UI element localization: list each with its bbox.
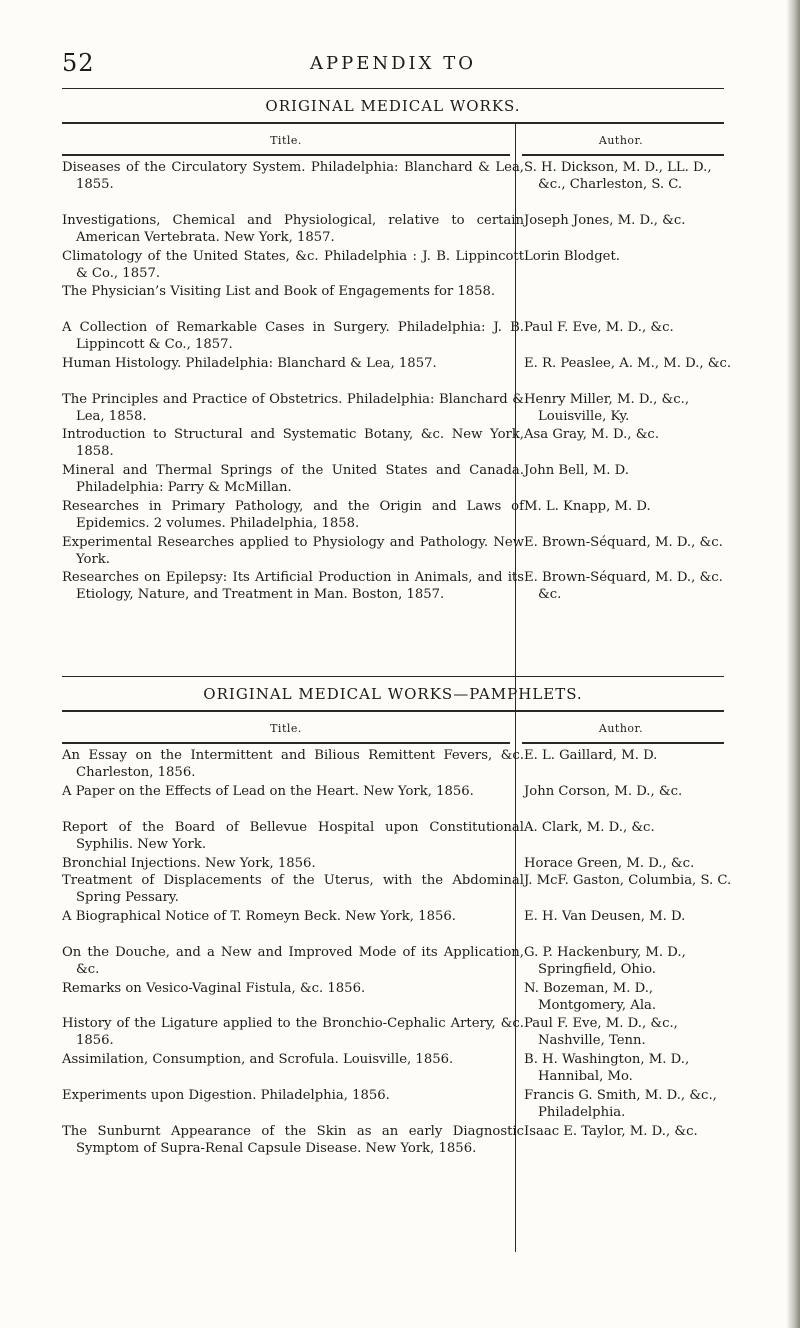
entry-author: Paul F. Eve, M. D., &c., Nashville, Tenn. (524, 1016, 678, 1048)
entries-table (62, 748, 732, 1308)
section-heading: ORIGINAL MEDICAL WORKS. (265, 97, 521, 115)
page-edge-shadow (786, 0, 800, 1328)
entry-author: John Corson, M. D., &c. (524, 784, 683, 799)
entry-title: Experimental Researches applied to Physiology and Pathology. New York. (62, 535, 524, 567)
entry-author: Joseph Jones, M. D., &c. (524, 213, 686, 228)
entry-author: A. Clark, M. D., &c. (524, 820, 655, 835)
entry-author: Paul F. Eve, M. D., &c. (524, 320, 674, 335)
entry-title: The Physician’s Visiting List and Book of Engagements for 1858. (62, 284, 496, 299)
entry-title: The Principles and Practice of Obstetrics. Philadelphia: Blanchard & Lea, 1858. (62, 392, 524, 424)
entry-author: Isaac E. Taylor, M. D., &c. (524, 1124, 698, 1139)
entry-title: Investigations, Chemical and Physiological, relative to certain American Vertebrata. New York, 1857. (62, 213, 524, 245)
entry-title: The Sunburnt Appearance of the Skin as an early Diagnostic Symptom of Supra-Renal Capsule Disease. New York, 1856. (62, 1124, 524, 1156)
entry-author: E. R. Peaslee, A. M., M. D., &c. (524, 356, 732, 371)
column-headings (62, 124, 724, 154)
entry-title: Bronchial Injections. New York, 1856. (62, 856, 316, 871)
entry-author: N. Bozeman, M. D., Montgomery, Ala. (524, 981, 657, 1013)
entry-author: Horace Green, M. D., &c. (524, 856, 695, 871)
entry-title: Climatology of the United States, &c. Philadelphia : J. B. Lippincott & Co., 1857. (62, 249, 524, 281)
running-head: APPENDIX TO (310, 53, 476, 74)
entry-title: A Collection of Remarkable Cases in Surgery. Philadelphia: J. B. Lippincott & Co., 1857. (62, 320, 524, 352)
entry-author: S. H. Dickson, M. D., LL. D., &c., Charleston, S. C. (524, 160, 712, 192)
entries-table (62, 160, 732, 720)
entry-title: Human Histology. Philadelphia: Blanchard & Lea, 1857. (62, 356, 437, 371)
page-header (62, 45, 724, 81)
entry-author: John Bell, M. D. (524, 463, 629, 478)
entry-author: Asa Gray, M. D., &c. (524, 427, 660, 442)
entry-title: A Biographical Notice of T. Romeyn Beck. New York, 1856. (62, 909, 456, 924)
entry-title: History of the Ligature applied to the Bronchio-Cephalic Artery, &c. 1856. (62, 1016, 524, 1048)
entry-author: J. McF. Gaston, Columbia, S. C. (524, 873, 732, 888)
column-heading-title: Title. (270, 722, 302, 735)
column-heading-author: Author. (598, 134, 644, 147)
entry-author: E. Brown-Séquard, M. D., &c. &c. (524, 570, 723, 602)
column-headings (62, 712, 724, 742)
entry-title: Mineral and Thermal Springs of the United States and Canada. Philadelphia: Parry & McMillan. (62, 463, 524, 495)
entry-author: Henry Miller, M. D., &c., Louisville, Ky. (524, 392, 690, 424)
entry-author: E. H. Van Deusen, M. D. (524, 909, 686, 924)
section-original-works (62, 88, 732, 720)
entry-title: Researches on Epilepsy: Its Artificial Production in Animals, and its Etiology, Nature, and Treatment in Man. Boston, 1857. (62, 570, 524, 602)
entry-title: On the Douche, and a New and Improved Mode of its Application, &c. (62, 945, 524, 977)
entry-author: G. P. Hackenbury, M. D., Springfield, Ohio. (524, 945, 686, 977)
entry-title: Researches in Primary Pathology, and the Origin and Laws of Epidemics. 2 volumes. Philadelphia, 1858. (62, 499, 524, 531)
entry-author: M. L. Knapp, M. D. (524, 499, 651, 514)
section-heading: ORIGINAL MEDICAL WORKS—PAMPHLETS. (203, 685, 583, 703)
entry-title: Remarks on Vesico-Vaginal Fistula, &c. 1856. (62, 981, 366, 996)
entry-title: Treatment of Displacements of the Uterus, with the Abdominal Spring Pessary. (62, 873, 524, 905)
entry-title: An Essay on the Intermittent and Bilious Remittent Fevers, &c. Charleston, 1856. (62, 748, 524, 780)
section-pamphlets (62, 676, 732, 1308)
entry-author: Lorin Blodget. (524, 249, 620, 264)
entry-title: Assimilation, Consumption, and Scrofula. Louisville, 1856. (62, 1052, 454, 1067)
entry-title: Diseases of the Circulatory System. Philadelphia: Blanchard & Lea, 1855. (62, 160, 524, 192)
entry-author: E. Brown-Séquard, M. D., &c. (524, 535, 723, 550)
entry-title: Report of the Board of Bellevue Hospital upon Constitutional Syphilis. New York. (62, 820, 524, 852)
column-heading-author: Author. (598, 722, 644, 735)
entry-author: E. L. Gaillard, M. D. (524, 748, 658, 763)
entry-author: Francis G. Smith, M. D., &c., Philadelphia. (524, 1088, 717, 1120)
entry-author: B. H. Washington, M. D., Hannibal, Mo. (524, 1052, 690, 1084)
page-number: 52 (62, 49, 95, 77)
entry-title: Introduction to Structural and Systematic Botany, &c. New York, 1858. (62, 427, 524, 459)
column-heading-title: Title. (270, 134, 302, 147)
entry-title: Experiments upon Digestion. Philadelphia, 1856. (62, 1088, 390, 1103)
entry-title: A Paper on the Effects of Lead on the Heart. New York, 1856. (62, 784, 474, 799)
